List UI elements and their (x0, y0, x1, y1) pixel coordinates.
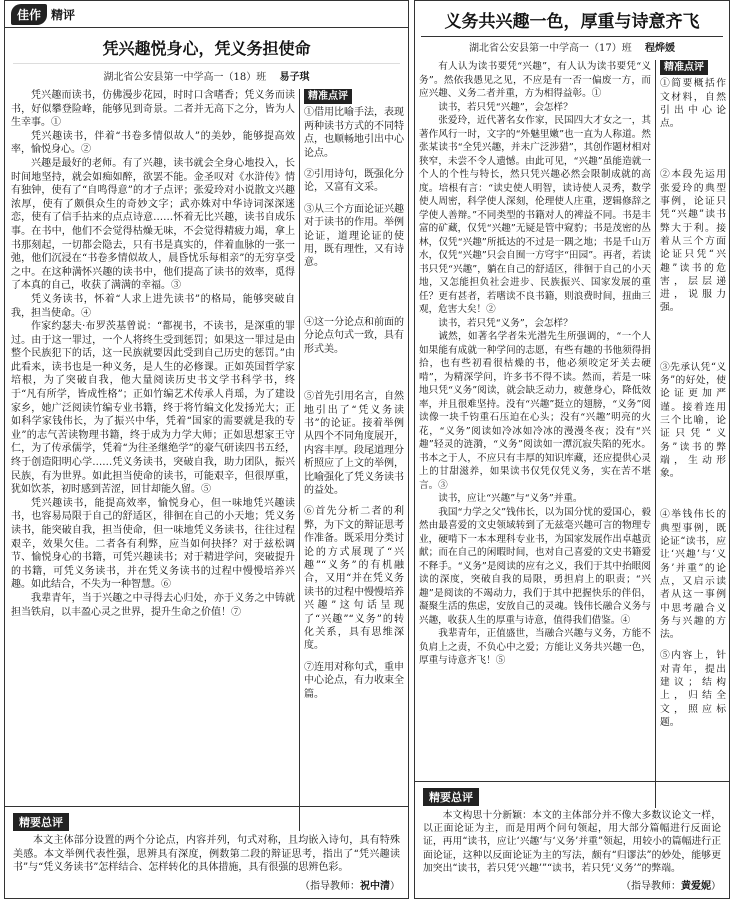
comment: ①简要概括作文材料，自然引出中心论点。 (660, 78, 726, 130)
comments-column (655, 60, 726, 808)
teacher-credit: （指导教师：祝中清） (300, 881, 400, 892)
paragraph: 我辈青年，当于兴趣之中寻得去心归处，亦于义务之中铸就担当铁肩，以丰盈心灵之世界，提升生命之价值！⑦ (11, 592, 295, 618)
left-article (4, 0, 409, 899)
paragraph: 凭兴趣读书，伴着“书卷多情似故人”的美妙，能够提高效率，愉悦身心。② (11, 130, 295, 156)
paragraph: 凭义务读书，怀着“人求上进先读书”的格局，能够突破自我，担当使命。④ (11, 293, 295, 319)
paragraph: 兴趣是最好的老师。有了兴趣，读书就会全身心地投入，长时间地坚持，就会如痴如醉，欲罢不能。金圣叹对《水浒传》情有独钟，使有了“自鸣得意”的才子点评；张爱玲对小说散文兴趣浓厚，使有了颇俱众生的奇妙文字；武亦姝对中华诗词深深迷恋，使有了信手拈来的点点诗意……怀着无比兴趣，读书自成乐事。在书中，他们不会觉得枯燥无味，不会觉得精疲力竭，拿上书那刻起，一切都会隐去，只有书是真实的，伴着血脉的一张一弛，他们沉浸在“书卷多情似故人，晨昏忧乐每相亲”的无穷享受之中。在这种满怀兴趣的读书中，他们提高了读书的效率，觅得了本真的自己，收获了满满的幸福。③ (11, 157, 295, 292)
comment: ③先承认凭“义务”的好处，使论证更加严谨。接着连用三个比喻，论证只凭“义务”读书的弊端，生动形象。 (660, 361, 726, 480)
paragraph: 有人认为读书要凭“兴趣”，有人认为读书要凭“义务”。然依我愚见之见，不应是有一否一偏废一方，而应兴趣、义务二者并重，方为相得益彰。① (419, 61, 651, 99)
paragraph: 作家约瑟夫·布罗茨基曾说：“都视书，不读书，是深重的罪过。由于这一罪过，一个人将终生受到惩罚；如果这一罪过是由整个民族犯下的话，这一民族就要因此受到自己历史的惩罚。”由此看来，读书也是一种义务，是人生的必修课。正如英国哲学家培根，为了突破自我，他大量阅读历史书文学书科学书，终于“凡有所学，皆成性格”；正如竹编艺术传承人肖瑶，为了建设家乡，她广泛阅读竹编专业书籍，终于将竹编文化发扬光大；正如科学家钱伟长，为了振兴中华，凭着“国家的需要就是我的专业”的志气苦读物理书籍，终于成为力学大师；正如思想家王守仁，为了传承儒学，凭着“为往圣继绝学”的豪气研读四书五经，终于创造阳明心学……凭义务读书，突破自我，助力团队，振兴民族，有为世界。如此担当使命的读书，可能艰辛，但很厚重，犹如饮茶，初时感到苦涩，回甘却能久留。⑤ (11, 321, 295, 496)
summary-header: 精要总评 (13, 813, 69, 831)
comment: ④举钱伟长的典型事例，既论证“读书，应让‘兴趣’与‘义务’并重”的论点，又启示读者从这一事例中思考融合义务与兴趣的方法。 (660, 509, 726, 641)
summary-box (5, 806, 408, 898)
comment: ⑦连用对称句式，重申中心论点，有力收束全篇。 (304, 661, 404, 700)
right-article (414, 0, 730, 899)
paragraph: 我辈青年，正值盛世，当融合兴趣与义务，方能不负肩上之责，不负心中之爱；方能让义务共兴趣一色，厚重与诗意齐飞！⑤ (419, 628, 651, 666)
article-title: 凭兴趣悦身心，凭义务担使命 (13, 36, 400, 64)
byline (13, 68, 400, 83)
teacher-credit: （指导教师：黄爱妮） (621, 881, 721, 892)
article-body (419, 60, 725, 808)
byline (423, 39, 721, 54)
comment: ⑤内容上，针对青年，提出建议；结构上，归结全文，照应标题。 (660, 650, 726, 728)
comment: ④这一分论点和前面的分论点句式一致，具有形式美。 (304, 316, 404, 355)
paragraph: 诚然，如著名学者朱光潜先生所强调的，“一个人如果能有成就一种学问的志愿，有些有趣的书他须得捐拾，也有些初看很枯燥的书，他必须咬定牙关去硬啃”，为精深学问，许多书不得不读。然而，若是一味地只凭“义务”阅读，就会缺乏动力，疲惫身心，降低效率，并且很难坚持。没有“兴趣”挺立的翅膀，“义务”阅读像一块千钧重石压迫在心头；没有“兴趣”明亮的火花，“义务”阅读如冷冰如冷冰的漫漫冬夜；没有“兴趣”轻灵的涟漪，“义务”阅读如一潭沉寂失陷的死水。书本之于人，不应只有丰厚的知识库藏，还应提供心灵上的甘甜滋养，如果读书仅凭仅凭义务，实在苦不堪言。③ (419, 331, 651, 491)
summary-text: 本文构思十分新颖：本文的主体部分并不像大多数议论文一样，以正面论证为主，而是用两个问句领起，用大部分篇幅进行反面论证，再用“读书，应让‘兴趣’与‘义务’并重”领起，用较小的篇幅进行正面论证，这种以反面论证为主的写法，颇有“归谬法”的妙处，能够更加突出“读书，若只凭‘兴趣’”“读书，若只凭‘义务’”的弊端。 (423, 809, 721, 874)
paragraph: 我国“力学之父”钱伟长，以为国分忧的爱国心，毅然由最喜爱的文史领域转到了无兹毫兴趣可言的物理专业，硬啃下一本本理科专业书，为国家发展作出卓越贡献；而在自己的闲暇时间，也对自己喜爱的文史书籍爱不释手。“义务”是阅读的应有之义，我们于其中抬眼阅读的深度，突破自我的局限，勇担肩上的职责；“兴趣”是阅读的不竭动力，我们于其中把握快乐的伴侣，凝聚生活的焦虑，安放自己的灵魂。钱伟长融合义务与兴趣，收获人生的厚重与诗意，值得我们借鉴。④ (419, 506, 651, 626)
comment: ①借用比喻手法，表现两种读书方式的不同特点，也顺畅地引出中心论点。 (304, 107, 404, 159)
article-body (11, 89, 402, 831)
column-tag-sub: 精评 (51, 7, 76, 22)
school: 湖北省公安县第一中学高一（17）班 (469, 43, 632, 54)
column-tag-row (5, 1, 408, 28)
paragraph: 读书，若只凭“义务”，会怎样？ (438, 317, 573, 329)
author: 程烨媛 (644, 43, 675, 54)
comments-column (299, 89, 404, 831)
teacher-name: 祝中清 (360, 881, 390, 892)
paragraph: 读书，应让“兴趣”与“义务”并重。 (438, 493, 583, 504)
comment: ②本段先运用张爱玲的典型事例，论证只凭“兴趣”读书弊大于利。接着从三个方面论证只凭“兴趣”读书的危害，层层递进，说服力强。 (660, 169, 726, 314)
summary-header: 精要总评 (423, 788, 479, 806)
paragraph: 读书，若只凭“兴趣”，会怎样？ (438, 101, 573, 113)
paragraph: 凭兴趣而读书，仿佛漫步花园，时时口含嗜香；凭义务而读书，好似攀登险峰，能够见到奇景。二者并无高下之分，皆为人生幸事。① (11, 90, 295, 129)
article-title: 义务共兴趣一色，厚重与诗意齐飞 (421, 7, 723, 37)
author: 易子琪 (279, 72, 310, 83)
essay-text (419, 60, 651, 668)
paragraph: 张爱玲，近代著名女作家，民国四大才女之一，其著作风行一时，文字的“外魅里嫩”也一直为人称道。然张某读书“全凭兴趣，并未广泛涉猎”，其创作题材相对狭窄，未尝不令人遗憾。由此可见，“兴趣”虽能造就一个人的个性与特长，然只凭兴趣必然会限制成就的高度。培根有言：“读史使人明智，读诗使人灵秀，数学使人周密，科学使人深刻，伦理使人庄重，逻辑修辞之学使人善辩。”不同类型的书籍对人的裨益不同。书是丰富的矿藏，仅凭“兴趣”无疑是管中窥豹；书是茂密的丛林，仅凭“兴趣”所抵达的不过是一隅之地；书是千山万水，仅凭“兴趣”只会自囿一方穹宇“田园”。再者，若读书只凭“兴趣”，躺在自己的舒适区，徘徊于自己的小天地，又怎能担负社会进步、民族振兴、国家发展的重任？更有甚者，若嗜读不良书籍，则浪费时间，扭曲三观，危害大矣！② (419, 115, 651, 315)
summary-box (415, 781, 729, 898)
comment: ⑤首先引用名言，自然地引出了“凭义务读书”的论证。接着举例从四个不同角度展开，内容丰厚。段尾道理分析照应了上文的举例，比喻强化了凭义务读书的益处。 (304, 391, 404, 496)
comments-header: 精准点评 (660, 60, 708, 75)
comment: ⑥首先分析二者的利弊，为下文的辩证思考作准备。既采用分类讨论的方式展现了“兴趣”“义务”的有机融合，又用“并在凭义务读书的过程中慢慢培养兴趣”这句话呈现了“兴趣”“义务”的转化关系，具有思维深度。 (304, 506, 404, 652)
paragraph: 凭兴趣读书，能提高效率，愉悦身心，但一味地凭兴趣读书，也容易局限于自己的舒适区，徘徊在自己的小天地；凭义务读书，能突破自我，担当使命，但一味地凭义务读书，往往过程艰辛，效果欠佳。二者各有利弊，应当如何抉择？对于兹松调节、愉悦身心的书籍，可凭兴趣读书；对于精进学问，突破提升的书籍，可凭义务读书，并在凭义务读书的过程中慢慢培养兴趣。如此结合，不失为一种智慧。⑥ (11, 497, 295, 591)
teacher-name: 黄爱妮 (681, 881, 711, 892)
summary-text: 本文主体部分设置的两个分论点，内容并列，句式对称，且均嵌入诗句，具有特殊美感。本文举例代表性强，思辨具有深度，例数第二段的辩证思考，指出了“凭兴趣读书”与“凭义务读书”怎样结合、怎样转化的具体措施，具有很强的思辨色彩。 (13, 835, 400, 874)
comment: ③从三个方面论证兴趣对于读书的作用。举例论证，道理论证的使用，既有理性，又有诗意。 (304, 203, 404, 269)
comment: ②引用诗句，既强化分论，又富有文采。 (304, 169, 404, 194)
school: 湖北省公安县第一中学高一（18）班 (103, 72, 267, 83)
essay-text (11, 89, 295, 619)
comments-header: 精准点评 (304, 89, 352, 104)
column-tag: 佳作 (11, 4, 47, 25)
